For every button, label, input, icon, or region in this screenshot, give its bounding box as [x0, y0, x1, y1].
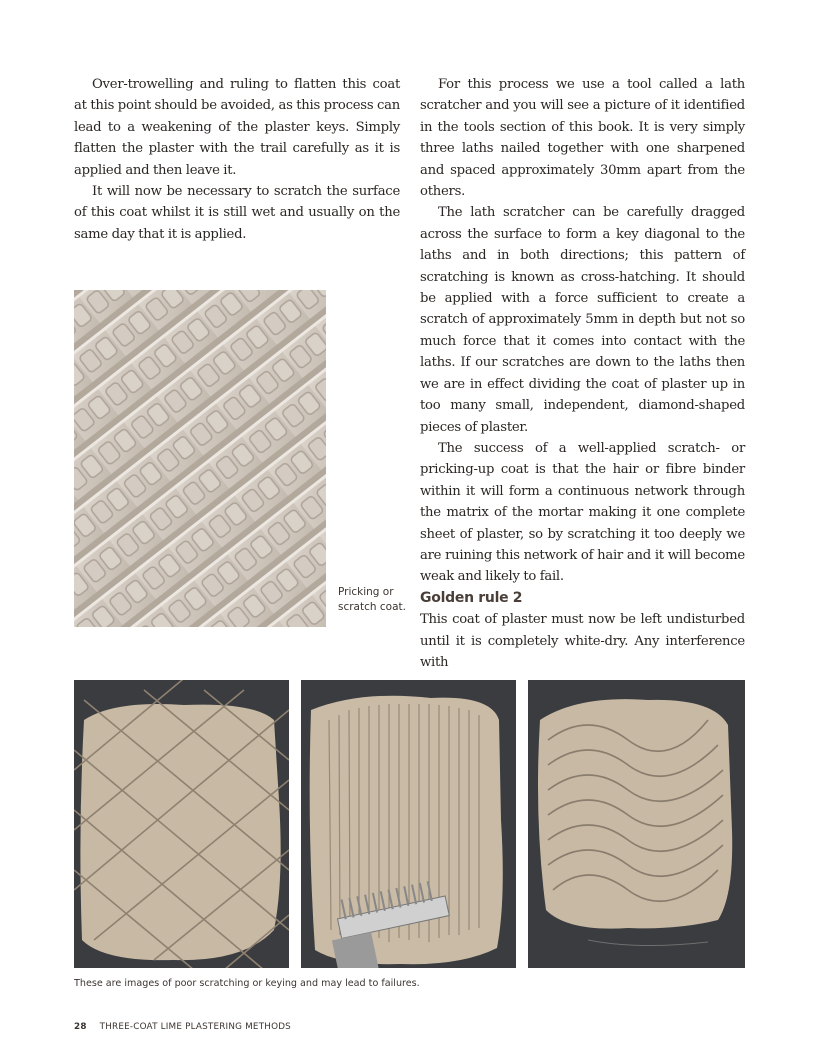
- left-text-column: [74, 74, 400, 245]
- right-text-column: [420, 74, 745, 673]
- paragraph: It will now be necessary to scratch the surface of this coat whilst it is still wet and usually on the same day that it is applied.: [74, 184, 400, 242]
- paragraph: Over-trowelling and ruling to flatten this coat at this point should be avoided, as this process can lead to a weakening of the plaster keys. Simply flatten the plaster with the trail carefully as it is applied and then leave it.: [74, 77, 400, 178]
- running-title: THREE-COAT LIME PLASTERING METHODS: [99, 1022, 291, 1032]
- pricking-coat-photo: [74, 290, 326, 627]
- page-footer: [74, 1022, 291, 1032]
- figure-caption: Pricking or scratch coat.: [338, 586, 406, 613]
- page-number: 28: [74, 1022, 87, 1032]
- bottom-caption: These are images of poor scratching or keying and may lead to failures.: [74, 978, 420, 989]
- paragraph: The lath scratcher can be carefully dragged across the surface to form a key diagonal to the laths and in both directions; this pattern of scratching is known as cross-hatching. It should be applied with a force sufficient to create a scratch of approximately 5mm in depth but not so much force that it comes into contact with the laths. If our scratches are down to the laths then we are in effect dividing the coat of plaster up in too many small, independent, diamond-shaped pieces of plaster.: [420, 205, 745, 435]
- paragraph: This coat of plaster must now be left undisturbed until it is completely white-dry. Any interference with: [420, 612, 745, 670]
- cross-hatch-photo: [74, 680, 289, 968]
- comb-scratch-photo: [301, 680, 516, 968]
- paragraph: The success of a well-applied scratch- or pricking-up coat is that the hair or fibre binder within it will form a continuous network through the matrix of the mortar making it one complete sheet of plaster, so by scratching it too deeply we are ruining this network of hair and it will become weak and likely to fail.: [420, 440, 745, 585]
- paragraph: For this process we use a tool called a lath scratcher and you will see a picture of it identified in the tools section of this book. It is very simply three laths nailed together with one sharpened and spaced approximately 30mm apart from the others.: [420, 77, 745, 200]
- section-heading: Golden rule 2: [420, 589, 523, 606]
- wavy-scratch-photo: [528, 680, 745, 968]
